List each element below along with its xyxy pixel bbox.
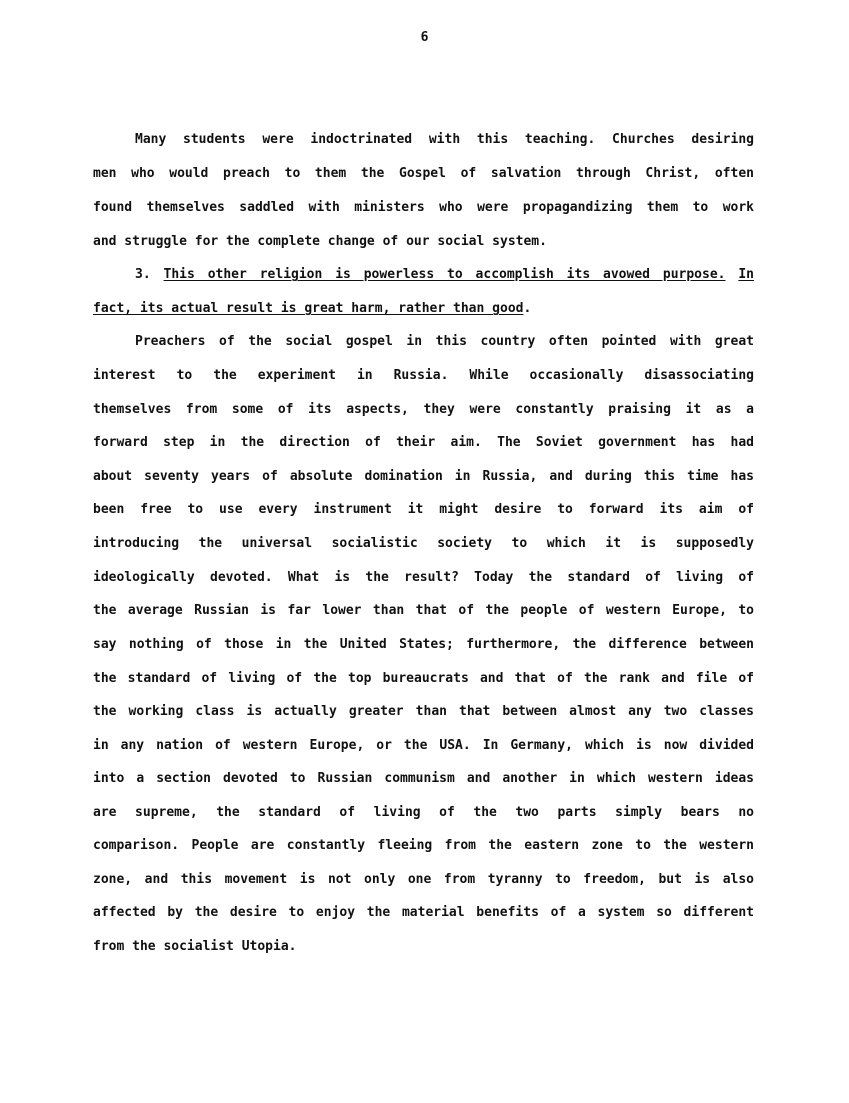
paragraph-3-line-19: from the socialist Utopia. xyxy=(93,939,297,954)
paragraph-3-line-13: in any nation of western Europe, or the USA. In Germany, which is now divided xyxy=(93,738,754,753)
paragraph-3-line-15: are supreme, the standard of living of the two parts simply bears no xyxy=(93,805,754,820)
point-3-period: . xyxy=(523,301,532,316)
paragraph-3-line-12: the working class is actually greater than that between almost any two classes xyxy=(93,704,754,719)
paragraph-3-line-14: into a section devoted to Russian communism and another in which western ideas xyxy=(93,771,754,786)
point-3-heading-line-2 xyxy=(93,301,754,317)
point-3-underlined-continuation: fact, its actual result is great harm, rather than good xyxy=(93,301,524,316)
paragraph-3-line-2: interest to the experiment in Russia. While occasionally disassociating xyxy=(93,368,754,383)
paragraph-1-line-2: men who would preach to them the Gospel of salvation through Christ, often xyxy=(93,166,754,181)
paragraph-3-line-11: the standard of living of the top bureaucrats and that of the rank and file of xyxy=(93,671,754,686)
paragraph-1-line-4: and struggle for the complete change of our social system. xyxy=(93,234,547,249)
paragraph-3-line-4: forward step in the direction of their aim. The Soviet government has had xyxy=(93,435,754,450)
page-number: 6 xyxy=(420,30,429,45)
paragraph-1-line-1: Many students were indoctrinated with this teaching. Churches desiring xyxy=(135,132,754,147)
point-3-underlined-text: This other religion is powerless to accomplish its avowed purpose. xyxy=(163,267,726,282)
paragraph-3-line-8: ideologically devoted. What is the result? Today the standard of living of xyxy=(93,570,754,585)
paragraph-3-line-10: say nothing of those in the United States; furthermore, the difference between xyxy=(93,637,754,652)
paragraph-3-line-9: the average Russian is far lower than that of the people of western Europe, to xyxy=(93,603,754,618)
paragraph-3-line-1: Preachers of the social gospel in this country often pointed with great xyxy=(135,334,754,349)
paragraph-3-line-16: comparison. People are constantly fleeing from the eastern zone to the western xyxy=(93,838,754,853)
paragraph-1-line-3: found themselves saddled with ministers who were propagandizing them to work xyxy=(93,200,754,215)
paragraph-3-line-6: been free to use every instrument it might desire to forward its aim of xyxy=(93,502,754,517)
paragraph-3-line-18: affected by the desire to enjoy the material benefits of a system so different xyxy=(93,905,754,920)
paragraph-3-line-17: zone, and this movement is not only one from tyranny to freedom, but is also xyxy=(93,872,754,887)
paragraph-3-line-7: introducing the universal socialistic society to which it is supposedly xyxy=(93,536,754,551)
paragraph-3-line-3: themselves from some of its aspects, they were constantly praising it as a xyxy=(93,402,754,417)
point-3-number: 3. xyxy=(135,267,164,282)
point-3-underlined-suffix: In xyxy=(738,267,755,282)
point-3-heading-line-1 xyxy=(135,267,754,283)
paragraph-3-line-5: about seventy years of absolute domination in Russia, and during this time has xyxy=(93,469,754,484)
